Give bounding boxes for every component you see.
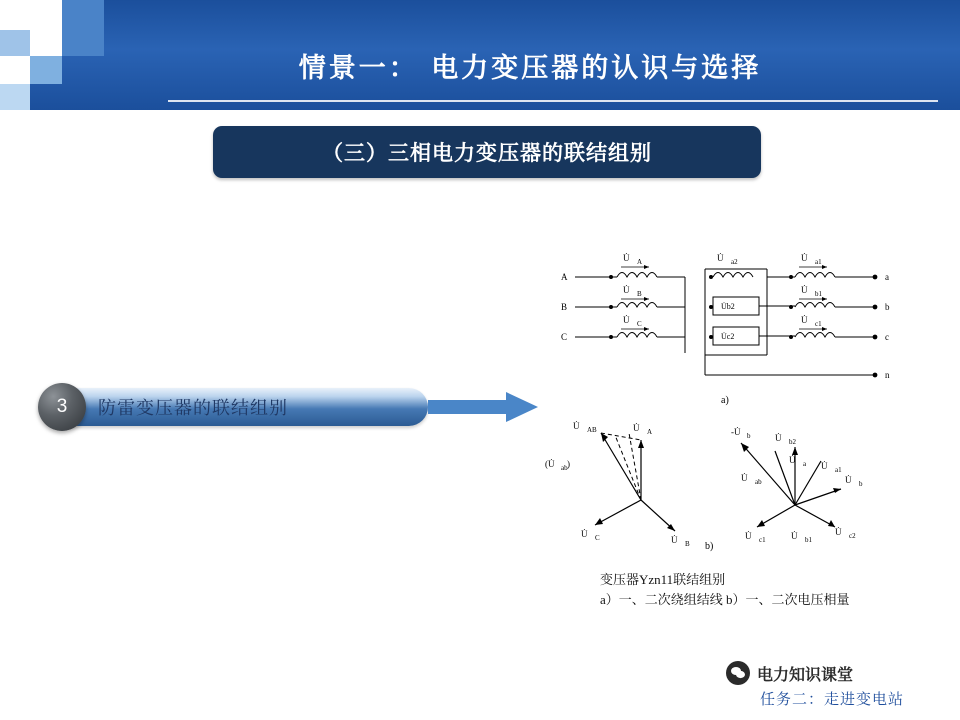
svg-text:U̇: U̇ bbox=[623, 253, 630, 263]
svg-text:a: a bbox=[803, 460, 807, 468]
page-title: 情景一： 电力变压器的认识与选择 bbox=[298, 53, 762, 84]
svg-text:a1: a1 bbox=[835, 466, 842, 474]
wechat-credit bbox=[726, 658, 946, 688]
figure-part-a-label: a) bbox=[721, 395, 729, 406]
header-decoration bbox=[0, 0, 150, 110]
svg-text:): ) bbox=[567, 459, 570, 469]
figure-caption-line1: 变压器Yzn11联结组别 bbox=[600, 572, 726, 587]
figure-caption bbox=[600, 570, 960, 609]
svg-text:B: B bbox=[685, 540, 690, 548]
section-subtitle-label: （三）三相电力变压器的联结组别 bbox=[322, 142, 652, 165]
svg-text:U̇: U̇ bbox=[791, 531, 798, 541]
content-bar[interactable] bbox=[18, 388, 418, 426]
svg-text:c: c bbox=[885, 332, 889, 342]
svg-text:U̇: U̇ bbox=[623, 285, 630, 295]
content-bar-number: 3 bbox=[38, 383, 86, 431]
figure-caption-line2: a）一、二次绕组结线 b）一、二次电压相量 bbox=[600, 591, 850, 607]
header-divider bbox=[168, 100, 938, 102]
figure-part-b-label: b) bbox=[705, 541, 714, 552]
arrow-right-icon bbox=[428, 392, 538, 422]
wechat-icon bbox=[726, 661, 750, 685]
svg-text:A: A bbox=[637, 258, 643, 266]
svg-text:C: C bbox=[561, 332, 568, 342]
section-subtitle bbox=[213, 126, 761, 178]
svg-text:-U̇: -U̇ bbox=[731, 427, 741, 437]
svg-text:U̇: U̇ bbox=[741, 473, 748, 483]
svg-text:B: B bbox=[637, 290, 642, 298]
svg-text:U̇: U̇ bbox=[671, 535, 678, 545]
svg-text:U̇: U̇ bbox=[717, 253, 724, 263]
svg-text:A: A bbox=[647, 428, 653, 436]
svg-text:U̇: U̇ bbox=[801, 285, 808, 295]
svg-text:b2: b2 bbox=[789, 438, 796, 446]
svg-text:A: A bbox=[561, 272, 568, 282]
svg-text:U̇: U̇ bbox=[745, 531, 752, 541]
svg-text:b1: b1 bbox=[815, 290, 822, 298]
svg-text:U̇b2: U̇b2 bbox=[721, 302, 735, 311]
svg-text:a2: a2 bbox=[731, 258, 738, 266]
svg-text:U̇: U̇ bbox=[581, 529, 588, 539]
svg-text:U̇: U̇ bbox=[801, 315, 808, 325]
svg-text:ab: ab bbox=[561, 464, 568, 472]
svg-text:U̇: U̇ bbox=[633, 423, 640, 433]
content-bar-label: 防雷变压器的联结组别 bbox=[98, 398, 288, 418]
svg-text:U̇: U̇ bbox=[789, 455, 796, 465]
svg-text:b: b bbox=[747, 432, 751, 440]
svg-text:c1: c1 bbox=[815, 320, 822, 328]
svg-text:ab: ab bbox=[755, 478, 762, 486]
svg-text:U̇: U̇ bbox=[801, 253, 808, 263]
svg-text:b: b bbox=[859, 480, 863, 488]
svg-text:U̇: U̇ bbox=[835, 527, 842, 537]
svg-text:U̇: U̇ bbox=[845, 475, 852, 485]
svg-text:U̇: U̇ bbox=[623, 315, 630, 325]
svg-text:n: n bbox=[885, 370, 890, 380]
svg-text:b1: b1 bbox=[805, 536, 812, 544]
svg-text:c2: c2 bbox=[849, 532, 856, 540]
svg-text:B: B bbox=[561, 302, 568, 312]
wechat-label: 电力知识课堂 bbox=[757, 666, 854, 684]
svg-text:C: C bbox=[637, 320, 642, 328]
svg-text:U̇c2: U̇c2 bbox=[721, 332, 735, 341]
svg-text:b: b bbox=[885, 302, 890, 312]
svg-text:U̇: U̇ bbox=[573, 421, 580, 431]
footer-task-text: 任务二：走进变电站 bbox=[760, 691, 905, 708]
svg-text:a: a bbox=[885, 272, 889, 282]
svg-text:U̇: U̇ bbox=[821, 461, 828, 471]
svg-text:(U̇: (U̇ bbox=[545, 459, 555, 469]
svg-text:AB: AB bbox=[587, 426, 597, 434]
svg-text:C: C bbox=[595, 534, 600, 542]
transformer-connection-figure bbox=[545, 235, 935, 555]
svg-text:c1: c1 bbox=[759, 536, 766, 544]
svg-text:a1: a1 bbox=[815, 258, 822, 266]
svg-text:U̇: U̇ bbox=[775, 433, 782, 443]
